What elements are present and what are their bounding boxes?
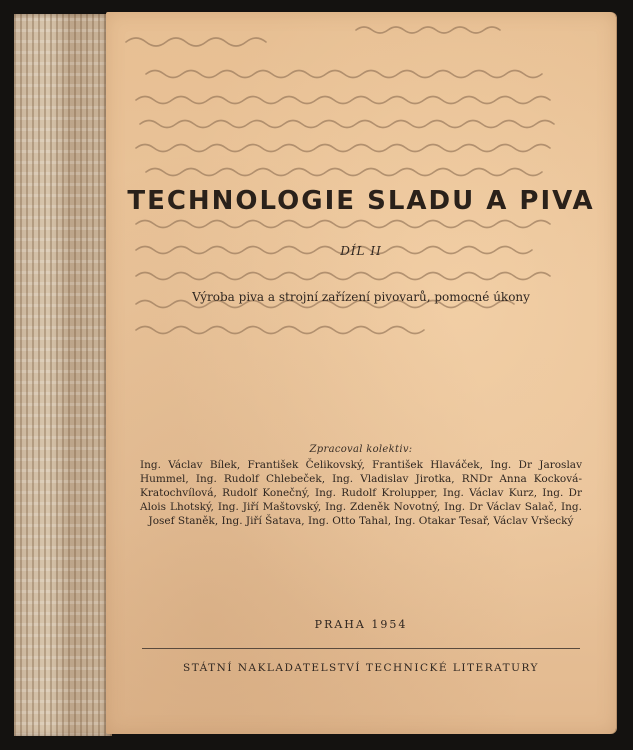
authors-label: Zpracoval kolektiv:: [309, 444, 413, 455]
book-subtitle: Výroba piva a strojní zařízení pivovarů, pomocné úkony: [192, 290, 530, 304]
volume-label: DÍL II: [340, 244, 382, 258]
authors-list: Ing. Václav Bílek, František Čelikovský, František Hlaváček, Ing. Dr Jaroslav Hummel, Ing. Rudolf Chlebeček, Ing. Vladislav Jirotka, RNDr Anna Kocková-Kratochvílová, Rudolf Konečný, Ing. Rudolf Krolupper, Ing. Václav Kurz, Ing. Dr Alois Lhotský, Ing. Jiří Maštovský, Ing. Zdeněk Novotný, Ing. Dr Václav Salač, Ing. Josef Staněk, Ing. Jiří Šatava, Ing. Otto Tahal, Ing. Otakar Tesař, Václav Vršecký: [140, 459, 582, 527]
book-spine: [14, 14, 112, 736]
book-cover: [106, 12, 616, 734]
book-title: TECHNOLOGIE SLADU A PIVA: [127, 186, 595, 216]
publisher-name: STÁTNÍ NAKLADATELSTVÍ TECHNICKÉ LITERATURY: [183, 662, 539, 674]
divider-line: [142, 648, 580, 649]
city-and-year: PRAHA 1954: [314, 618, 408, 631]
